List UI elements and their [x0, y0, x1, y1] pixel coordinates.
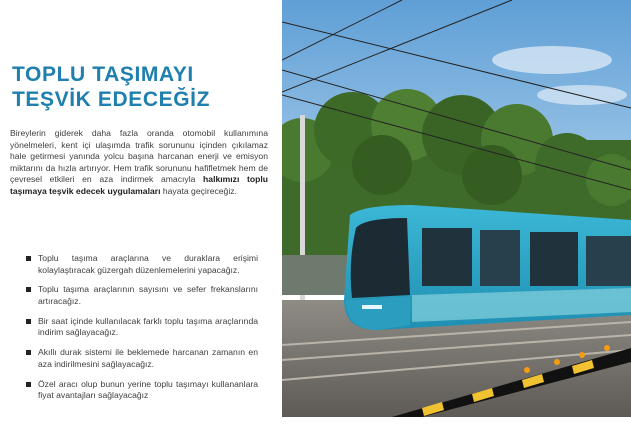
intro-bold-text: halkımızı toplu taşımaya teşvik edecek uygulamaları [10, 174, 268, 196]
list-item-text: Akıllı durak sistemi ile beklemede harcanan zamanın en aza indirilmesini sağlayacağız. [38, 347, 258, 369]
tram [344, 205, 631, 330]
title-line-1: TOPLU TAŞIMAYI [12, 63, 194, 86]
square-bullet-icon [26, 256, 31, 261]
list-item-text: Bir saat içinde kullanılacak farklı toplu taşıma araçlarında indirim sağlayacağız. [38, 315, 258, 338]
commitment-list [26, 253, 258, 410]
list-item [26, 284, 258, 307]
list-item-text: Toplu taşıma araçlarına ve duraklara erişimi kolaylaştıracak güzergah düzenlemelerini yapacağız. [38, 253, 258, 275]
title-line-2: TEŞVİK EDECEĞİZ [12, 88, 211, 111]
tram-photo [282, 0, 631, 417]
text-column [0, 0, 282, 431]
list-item [26, 253, 258, 276]
list-item-text: Özel aracı olup bunun yerine toplu taşımayı kullananlara fiyat avantajları sağlayacağız [38, 378, 258, 401]
square-bullet-icon [26, 382, 31, 387]
intro-text-after: hayata geçireceğiz. [160, 185, 237, 196]
page-title [12, 62, 210, 112]
list-item [26, 379, 258, 402]
intro-paragraph [10, 128, 268, 198]
square-bullet-icon [26, 319, 31, 324]
list-item [26, 347, 258, 370]
list-item-text: Toplu taşıma araçlarının sayısını ve sefer frekanslarını artıracağız. [38, 284, 258, 306]
intro-text-before: Bireylerin giderek daha fazla oranda otomobil kullanımına yönelmeleri, kent içi ulaşımda trafik sorununu içinden çıkılamaz hale getirmesi yanında yolcu başına harcanan enerji ve emisyon miktarını da hızla artırıyor. Hem trafik sorununu hafifletmek hem de çevresel etkileri en aza indirmek amacıyla [10, 128, 268, 185]
list-item [26, 316, 258, 339]
square-bullet-icon [26, 287, 31, 292]
square-bullet-icon [26, 350, 31, 355]
